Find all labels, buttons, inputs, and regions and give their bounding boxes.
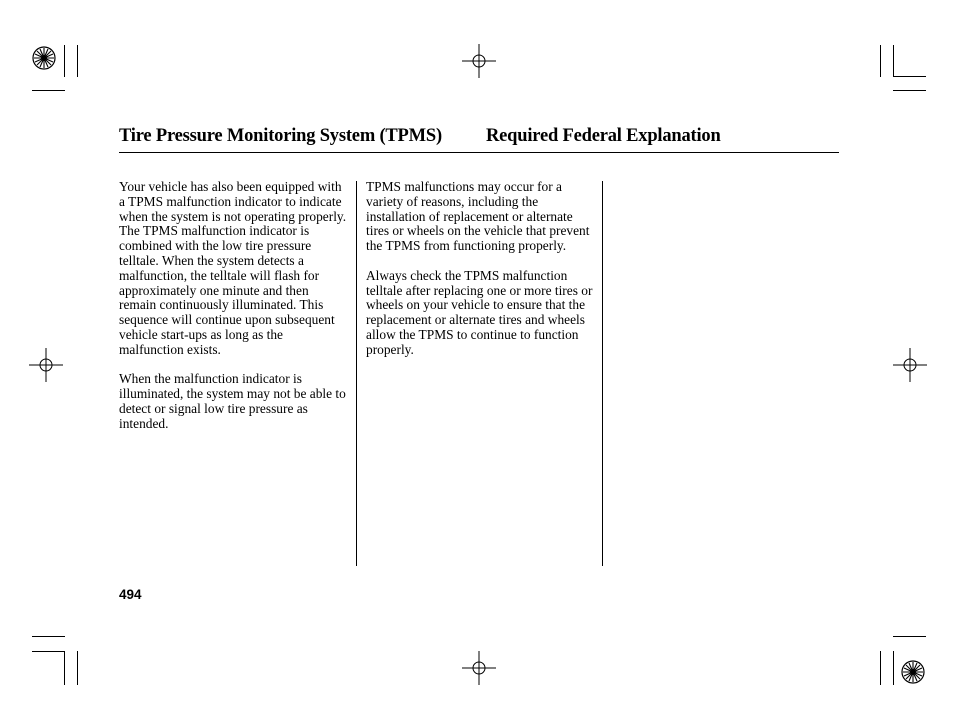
registration-crosshair-icon: [29, 348, 63, 382]
crop-mark-bottom-right-h: [893, 636, 926, 637]
crop-mark-bottom-right-v2: [893, 651, 894, 685]
column-divider: [356, 181, 357, 566]
paragraph: Your vehicle has also been equipped with a TPMS malfunction indicator to indicate when the system is not operating properly. The TPMS malfunction indicator is combined with the low tire pressure telltale. When the system detects a malfunction, the telltale will flash for approximately one minute and then remain continuously illuminated. This sequence will continue upon subsequent vehicle start-ups as long as the malfunction exists.: [119, 179, 347, 357]
crop-mark-bottom-left-v1: [64, 651, 65, 685]
paragraph: Always check the TPMS malfunction telltale after replacing one or more tires or wheels on your vehicle to ensure that the replacement or alternate tires and wheels allow the TPMS to continue to function properly.: [366, 267, 593, 357]
text-column-2: [366, 180, 594, 372]
crop-mark-bottom-right-v1: [880, 651, 881, 685]
crop-mark-top-right-h2: [893, 90, 926, 91]
crop-mark-top-left-v2: [77, 45, 78, 77]
crop-mark-top-left-h: [32, 90, 65, 91]
registration-crosshair-icon: [462, 651, 496, 685]
crop-mark-bottom-left-h2: [32, 651, 65, 652]
crop-mark-top-right-v2: [893, 45, 894, 77]
paragraph: When the malfunction indicator is illuminated, the system may not be able to detect or signal low tire pressure as intended.: [119, 371, 346, 431]
crop-mark-top-left-v1: [64, 45, 65, 77]
section-title: Tire Pressure Monitoring System (TPMS): [119, 126, 442, 146]
crop-mark-bottom-left-v2: [77, 651, 78, 685]
registration-crosshair-icon: [893, 348, 927, 382]
crop-mark-top-right-v1: [880, 45, 881, 77]
header-rule: [119, 152, 839, 153]
registration-starburst-icon: [900, 659, 926, 685]
crop-mark-bottom-left-h1: [32, 636, 65, 637]
text-column-1: [119, 180, 347, 446]
crop-mark-top-right-h1: [893, 76, 926, 77]
subsection-title: Required Federal Explanation: [486, 126, 721, 146]
paragraph: TPMS malfunctions may occur for a variety of reasons, including the installation of replacement or alternate tires or wheels on the vehicle that prevent the TPMS from functioning properly.: [366, 179, 590, 254]
page-number: 494: [119, 587, 142, 602]
registration-starburst-icon: [31, 45, 57, 71]
column-divider: [602, 181, 603, 566]
registration-crosshair-icon: [462, 44, 496, 78]
